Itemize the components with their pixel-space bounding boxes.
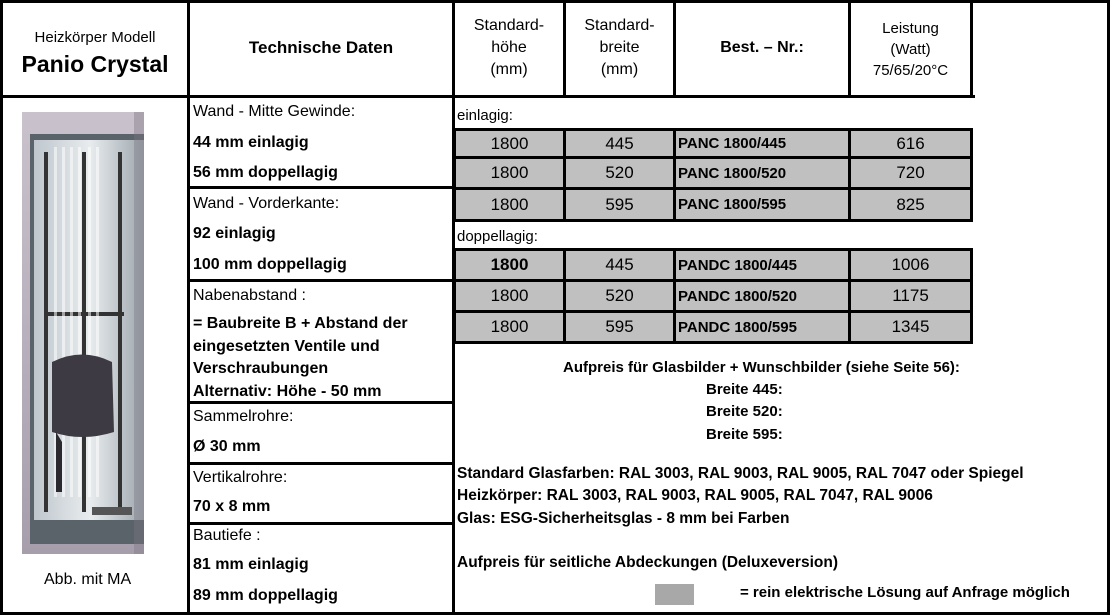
- table-row-cell: 1800: [453, 128, 566, 159]
- double-label: doppellagig:: [457, 228, 538, 245]
- table-row-cell: 1800: [453, 279, 566, 313]
- col-width-header: Standard- breite (mm): [584, 16, 655, 78]
- model-label: Heizkörper Modell: [34, 28, 156, 46]
- spec-line-1: [190, 186, 455, 189]
- surcharge-width-595: Breite 595:: [706, 426, 783, 443]
- table-row-cell: 1800: [453, 248, 566, 282]
- table-row-cell: 520: [563, 279, 676, 313]
- table-row-cell: PANC 1800/595: [673, 187, 851, 222]
- note-radiator-colors: Heizkörper: RAL 3003, RAL 9003, RAL 9005, RAL 7047, RAL 9006: [457, 487, 933, 504]
- wall-front-1: 92 einlagig: [193, 225, 276, 242]
- wall-center-2: 56 mm doppellagig: [193, 164, 338, 181]
- table-row-cell: 1345: [848, 310, 973, 344]
- depth-label: Bautiefe :: [193, 527, 261, 544]
- table-row-cell: 1800: [453, 187, 566, 222]
- note-glass-colors: Standard Glasfarben: RAL 3003, RAL 9003, RAL 9005, RAL 7047 oder Spiegel: [457, 465, 1024, 482]
- surcharge-width-445: Breite 445:: [706, 381, 783, 398]
- table-row-cell: 825: [848, 187, 973, 222]
- note-glass-type: Glas: ESG-Sicherheitsglas - 8 mm bei Farben: [457, 510, 790, 527]
- tech-data-header: Technische Daten: [248, 37, 394, 57]
- header-bottom-line-left: [0, 95, 455, 98]
- divider-power: [970, 0, 973, 98]
- single-label: einlagig:: [457, 107, 513, 124]
- col-order-header: Best. – Nr.:: [720, 38, 804, 56]
- table-row-cell: 595: [563, 187, 676, 222]
- table-row-cell: PANC 1800/445: [673, 128, 851, 159]
- spec-line-4: [190, 462, 455, 465]
- header-pipes-label: Sammelrohre:: [193, 408, 294, 425]
- spec-line-5: [190, 522, 455, 525]
- vertical-pipes-label: Vertikalrohre:: [193, 469, 288, 486]
- table-row-cell: 445: [563, 248, 676, 282]
- table-row-cell: 616: [848, 128, 973, 159]
- surcharge-width-520: Breite 520:: [706, 403, 783, 420]
- table-row-cell: 595: [563, 310, 676, 344]
- table-row-cell: PANC 1800/520: [673, 156, 851, 190]
- table-row-cell: 1800: [453, 310, 566, 344]
- model-name: Panio Crystal: [21, 50, 169, 77]
- legend-text: = rein elektrische Lösung auf Anfrage möglich: [740, 584, 1070, 601]
- depth-1: 81 mm einlagig: [193, 556, 309, 573]
- wall-center-1: 44 mm einlagig: [193, 134, 309, 151]
- note-side-covers: Aufpreis für seitliche Abdeckungen (Deluxeversion): [457, 554, 838, 571]
- col-power-header: Leistung (Watt) 75/65/20°C: [872, 19, 949, 79]
- wall-front-label: Wand - Vorderkante:: [193, 195, 340, 212]
- table-row-cell: PANDC 1800/445: [673, 248, 851, 282]
- header-pipes-value: Ø 30 mm: [193, 438, 261, 455]
- legend-swatch: [655, 584, 694, 605]
- table-row-cell: 1175: [848, 279, 973, 313]
- table-row-cell: 720: [848, 156, 973, 190]
- wall-front-2: 100 mm doppellagig: [193, 256, 347, 273]
- table-row-cell: PANDC 1800/595: [673, 310, 851, 344]
- wall-center-label: Wand - Mitte Gewinde:: [193, 103, 356, 120]
- hub-description: = Baubreite B + Abstand der eingesetzten Ventile und Verschraubungen Alternativ: Höhe - 50 mm: [193, 315, 408, 400]
- table-row-cell: 445: [563, 128, 676, 159]
- table-row-cell: 1006: [848, 248, 973, 282]
- surcharge-title: Aufpreis für Glasbilder + Wunschbilder (siehe Seite 56):: [563, 359, 960, 376]
- depth-2: 89 mm doppellagig: [193, 587, 338, 604]
- product-image: [22, 112, 144, 554]
- hub-label: Nabenabstand :: [193, 287, 306, 304]
- table-row-cell: 1800: [453, 156, 566, 190]
- col-height-header: Standard- höhe (mm): [473, 16, 545, 78]
- table-row-cell: 520: [563, 156, 676, 190]
- spec-line-2: [190, 279, 455, 282]
- vertical-pipes-value: 70 x 8 mm: [193, 498, 271, 515]
- image-caption: Abb. mit MA: [44, 571, 132, 588]
- table-row-cell: PANDC 1800/520: [673, 279, 851, 313]
- model-header: [3, 20, 187, 86]
